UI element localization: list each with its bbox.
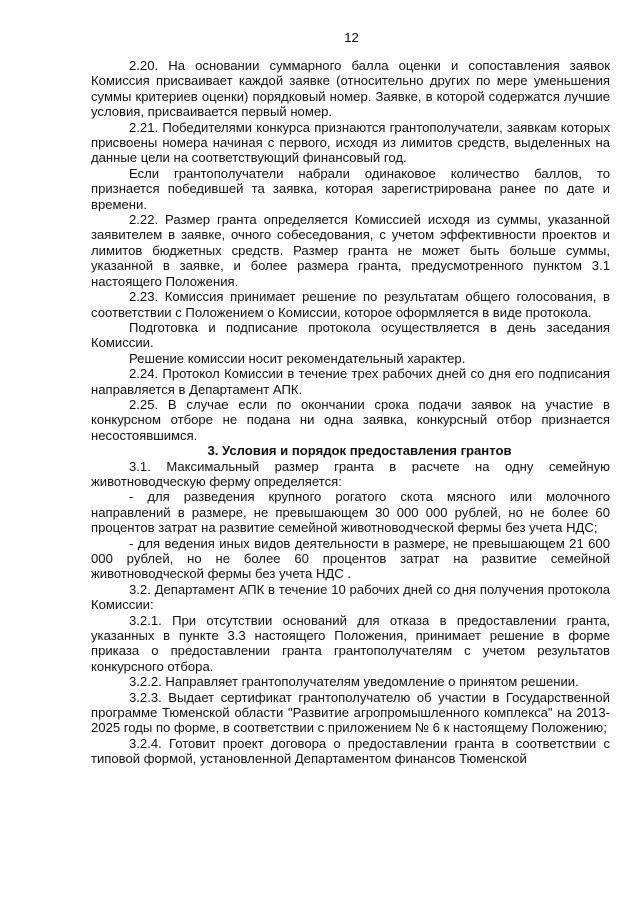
paragraph-3-2: 3.2. Департамент АПК в течение 10 рабочих дней со дня получения протокола Комиссии: <box>91 581 610 613</box>
paragraph-2-23: 2.23. Комиссия принимает решение по результатам общего голосования, в соответствии с Положением о Комиссии, которое оформляется в виде протокола. <box>91 289 610 320</box>
paragraph-2-22: 2.22. Размер гранта определяется Комиссией исходя из суммы, указанной заявителем в заявке, очного собеседования, с учетом эффективности проектов и лимитов бюджетных средств. Размер гранта не может быть больше суммы, указанной в заявке, и более размера гранта, предусмотренного пунктом 3.1 настоящего Положения. <box>91 212 610 289</box>
paragraph-recommendation: Решение комиссии носит рекомендательный характер. <box>129 350 466 366</box>
list-item-other-activities: - для ведения иных видов деятельности в размере, не превышающем 21 600 000 рублей, но не более 60 процентов затрат на развитие семейной животноводческой фермы без учета НДС . <box>91 535 610 582</box>
paragraph-2-25: 2.25. В случае если по окончании срока подачи заявок на участие в конкурсном отборе не подана ни одна заявка, конкурсный отбор признается несостоявшимся. <box>91 396 610 443</box>
paragraph-2-20: 2.20. На основании суммарного балла оценки и сопоставления заявок Комиссия присваивает каждой заявке (относительно других по мере уменьшения суммы критериев оценки) порядковый номер. Заявке, в которой содержатся лучшие условия, присваивается первый номер. <box>91 58 610 120</box>
paragraph-tie-rule: Если грантополучатели набрали одинаковое количество баллов, то признается победившей та заявка, которая зарегистрирована ранее по дате и времени. <box>91 165 610 212</box>
page-number: 12 <box>344 30 359 45</box>
paragraph-3-2-4: 3.2.4. Готовит проект договора о предоставлении гранта в соответствии с типовой формой, установленной Департаментом финансов Тюменской <box>91 735 610 767</box>
section-heading: 3. Условия и порядок предоставления грантов <box>207 443 512 459</box>
list-item-cattle: - для разведения крупного рогатого скота мясного или молочного направлений в размере, не превышающем 30 000 000 рублей, но не более 60 процентов затрат на развитие семейной животноводческой фермы без учета НДС; <box>91 489 610 536</box>
document-page <box>91 30 610 767</box>
paragraph-3-1: 3.1. Максимальный размер гранта в расчете на одну семейную животноводческую ферму определяется: <box>91 458 610 489</box>
paragraph-2-24: 2.24. Протокол Комиссии в течение трех рабочих дней со дня его подписания направляется в Департамент АПК. <box>91 366 610 397</box>
paragraph-3-2-3: 3.2.3. Выдает сертификат грантополучателю об участии в Государственной программе Тюменской области "Развитие агропромышленного комплекса" на 2013-2025 годы по форме, в соответствии с приложением № 6 к настоящему Положению; <box>91 689 610 736</box>
paragraph-2-21: 2.21. Победителями конкурса признаются грантополучатели, заявкам которых присвоены номера начиная с первого, исходя из лимитов средств, выделенных на данные цели на соответствующий финансовый год. <box>91 119 610 166</box>
paragraph-protocol-signing: Подготовка и подписание протокола осуществляется в день заседания Комиссии. <box>91 319 610 351</box>
paragraph-3-2-1: 3.2.1. При отсутствии оснований для отказа в предоставлении гранта, указанных в пункте 3.3 настоящего Положения, принимает решение в форме приказа о предоставлении гранта грантополучателям с учетом результатов конкурсного отбора. <box>91 612 610 674</box>
paragraph-3-2-2: 3.2.2. Направляет грантополучателям уведомление о принятом решении. <box>129 674 579 690</box>
